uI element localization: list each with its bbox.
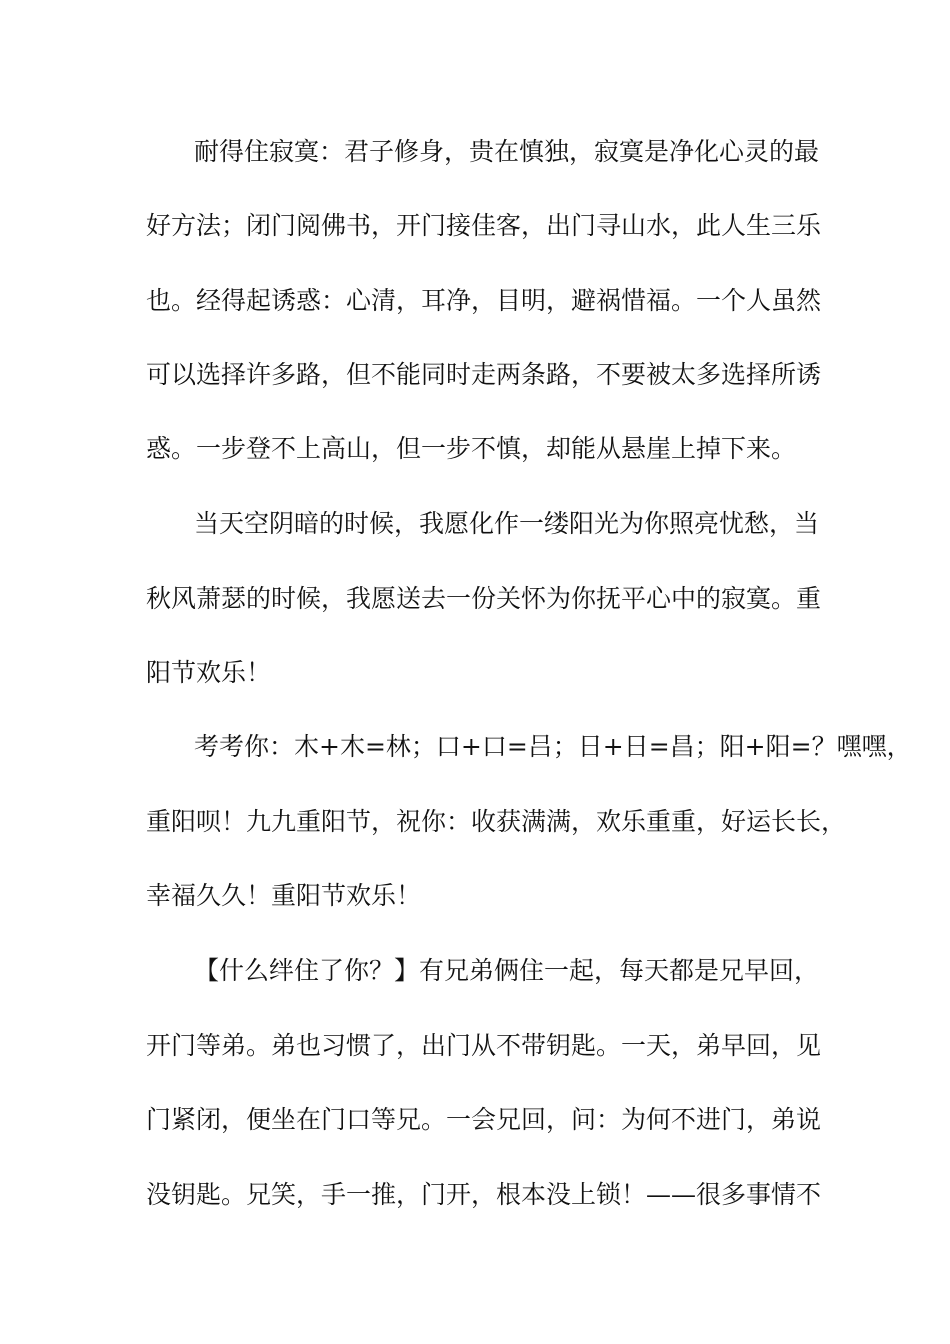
paragraph-1-line-2: 好方法；闭门阅佛书，开门接佳客，出门寻山水，此人生三乐 — [146, 211, 822, 240]
paragraph-4-line-2: 开门等弟。弟也习惯了，出门从不带钥匙。一天，弟早回，见 — [146, 1031, 822, 1060]
paragraph-2-line-3: 阳节欢乐！ — [146, 658, 272, 687]
paragraph-3-line-3: 幸福久久！重阳节欢乐！ — [146, 881, 422, 910]
paragraph-1-line-4: 可以选择许多路，但不能同时走两条路，不要被太多选择所诱 — [146, 360, 822, 389]
paragraph-2-line-1: 当天空阴暗的时候，我愿化作一缕阳光为你照亮忧愁，当 — [194, 509, 820, 538]
paragraph-3-line-1: 考考你：木+木=林；口+口=吕；日+日=昌；阳+阳=？嘿嘿， — [194, 732, 912, 761]
paragraph-4-line-3: 门紧闭，便坐在门口等兄。一会兄回，问：为何不进门，弟说 — [146, 1105, 822, 1134]
paragraph-1-line-3: 也。经得起诱惑：心清，耳净，目明，避祸惜福。一个人虽然 — [146, 286, 822, 315]
paragraph-4-line-4: 没钥匙。兄笑，手一推，门开，根本没上锁！——很多事情不 — [146, 1180, 822, 1209]
paragraph-1-line-1: 耐得住寂寞：君子修身，贵在慎独，寂寞是净化心灵的最 — [194, 137, 820, 166]
paragraph-3-line-2: 重阳呗！九九重阳节，祝你：收获满满，欢乐重重，好运长长， — [146, 807, 847, 836]
paragraph-2-line-2: 秋风萧瑟的时候，我愿送去一份关怀为你抚平心中的寂寞。重 — [146, 584, 822, 613]
paragraph-4-line-1: 【什么绊住了你？】有兄弟俩住一起，每天都是兄早回， — [194, 956, 820, 985]
paragraph-1-line-5: 惑。一步登不上高山，但一步不慎，却能从悬崖上掉下来。 — [146, 434, 797, 463]
